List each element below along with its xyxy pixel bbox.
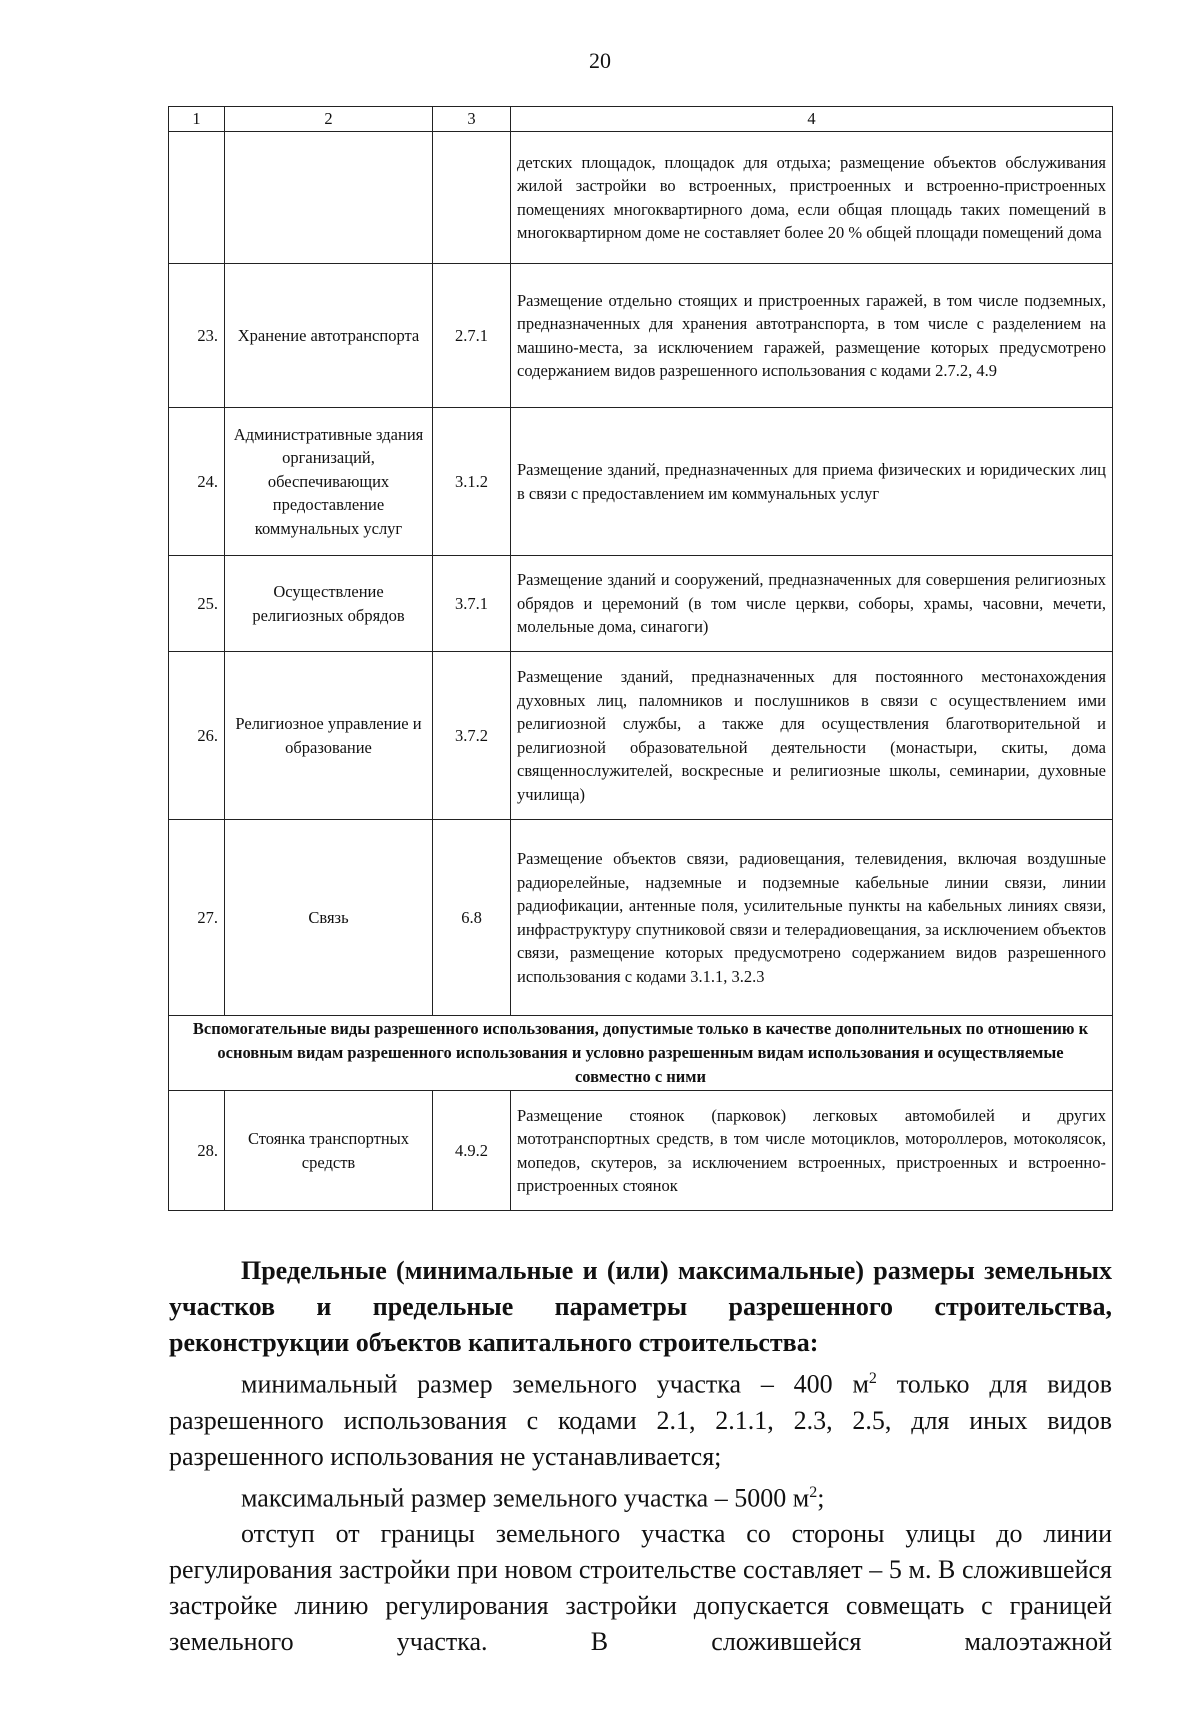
row-number: 23. xyxy=(169,264,225,408)
page-number: 20 xyxy=(589,48,611,73)
row-number: 26. xyxy=(169,652,225,820)
column-header-3: 3 xyxy=(433,107,511,132)
table-row xyxy=(169,1091,1113,1211)
table-row xyxy=(169,556,1113,652)
use-description: Размещение стоянок (парковок) легковых автомобилей и других мототранспортных средств, в том числе мотоциклов, мотороллеров, мотоколясок, мопедов, скутеров, за исключением встроенных, пристроенных и встроенно-пристроенных стоянок xyxy=(511,1091,1113,1211)
max-size-superscript: 2 xyxy=(809,1483,818,1501)
use-code: 3.7.2 xyxy=(433,652,511,820)
min-size-superscript: 2 xyxy=(868,1370,877,1387)
row-number: 24. xyxy=(169,408,225,556)
continuation-description: детских площадок, площадок для отдыха; размещение объектов обслуживания жилой застройки во встроенных, пристроенных и встроенно-пристроенных помещениях многоквартирного дома, если общая площадь таких помещений в многоквартирном доме не составляет более 20 % общей площади помещений дома xyxy=(511,132,1113,264)
use-code: 2.7.1 xyxy=(433,264,511,408)
max-size-text-rest: ; xyxy=(817,1483,825,1513)
column-header-2: 2 xyxy=(225,107,433,132)
use-name: Административные здания организаций, обеспечивающих предоставление коммунальных услуг xyxy=(225,408,433,556)
min-size-text-rest: только для видов разрешенного использования с кодами 2.1, 2.1.1, 2.3, 2.5, для иных видов разрешенного использования не устанавливается; xyxy=(169,1369,1112,1471)
table-row xyxy=(169,408,1113,556)
use-name: Религиозное управление и образование xyxy=(225,652,433,820)
use-description: Размещение зданий и сооружений, предназначенных для совершения религиозных обрядов и церемоний (в том числе церкви, соборы, храмы, часовни, мечети, молельные дома, синагоги) xyxy=(511,556,1113,652)
use-code: 3.1.2 xyxy=(433,408,511,556)
table-row xyxy=(169,820,1113,1016)
use-name: Осуществление религиозных обрядов xyxy=(225,556,433,652)
table-header-row xyxy=(169,107,1113,132)
use-description: Размещение зданий, предназначенных для приема физических и юридических лиц в связи с предоставлением им коммунальных услуг xyxy=(511,408,1113,556)
table-row xyxy=(169,652,1113,820)
use-name: Стоянка транспортных средств xyxy=(225,1091,433,1211)
body-text xyxy=(169,1253,1112,1660)
use-code: 6.8 xyxy=(433,820,511,1016)
use-description: Размещение отдельно стоящих и пристроенных гаражей, в том числе подземных, предназначенных для хранения автотранспорта, в том числе с разделением на машино-места, за исключением гаражей, размещение которых предусмотрено содержанием видов разрешенного использования с кодами 2.7.2, 4.9 xyxy=(511,264,1113,408)
use-description: Размещение зданий, предназначенных для постоянного местонахождения духовных лиц, паломников и послушников в связи с осуществлением ими религиозной службы, а также для осуществления благотворительной и религиозной образовательной деятельности (монастыри, скиты, дома священнослужителей, воскресные и религиозные школы, семинарии, духовные училища) xyxy=(511,652,1113,820)
max-size-paragraph xyxy=(169,1475,1112,1517)
column-header-4: 4 xyxy=(511,107,1113,132)
setback-paragraph: отступ от границы земельного участка со стороны улицы до линии регулирования застройки при новом строительстве составляет – 5 м. В сложившейся застройке линию регулирования застройки допускается совмещать с границей земельного участка. В сложившейся малоэтажной xyxy=(169,1519,1112,1657)
section-heading: Вспомогательные виды разрешенного использования, допустимые только в качестве дополнительных по отношению к основным видам разрешенного использования и условно разрешенным видам использования и осуществляемые совместно с ними xyxy=(169,1016,1113,1091)
use-code: 4.9.2 xyxy=(433,1091,511,1211)
use-code: 3.7.1 xyxy=(433,556,511,652)
land-use-table xyxy=(168,106,1113,1211)
table-section-heading-row xyxy=(169,1016,1113,1091)
table-row xyxy=(169,264,1113,408)
max-size-text: максимальный размер земельного участка – 5000 м xyxy=(241,1483,810,1513)
row-number: 27. xyxy=(169,820,225,1016)
column-header-1: 1 xyxy=(169,107,225,132)
min-size-paragraph xyxy=(169,1361,1112,1475)
row-number: 28. xyxy=(169,1091,225,1211)
use-name: Связь xyxy=(225,820,433,1016)
row-number: 25. xyxy=(169,556,225,652)
parameters-heading: Предельные (минимальные и (или) максимальные) размеры земельных участков и предельные параметры разрешенного строительства, реконструкции объектов капитального строительства: xyxy=(169,1256,1112,1357)
use-name: Хранение автотранспорта xyxy=(225,264,433,408)
use-description: Размещение объектов связи, радиовещания, телевидения, включая воздушные радиорелейные, надземные и подземные кабельные линии связи, линии радиофикации, антенные поля, усилительные пункты на кабельных линиях связи, инфраструктуру спутниковой связи и телерадиовещания, за исключением объектов связи, размещение которых предусмотрено содержанием видов разрешенного использования с кодами 3.1.1, 3.2.3 xyxy=(511,820,1113,1016)
min-size-text: минимальный размер земельного участка – 400 м xyxy=(241,1369,869,1399)
table-row-continuation xyxy=(169,132,1113,264)
